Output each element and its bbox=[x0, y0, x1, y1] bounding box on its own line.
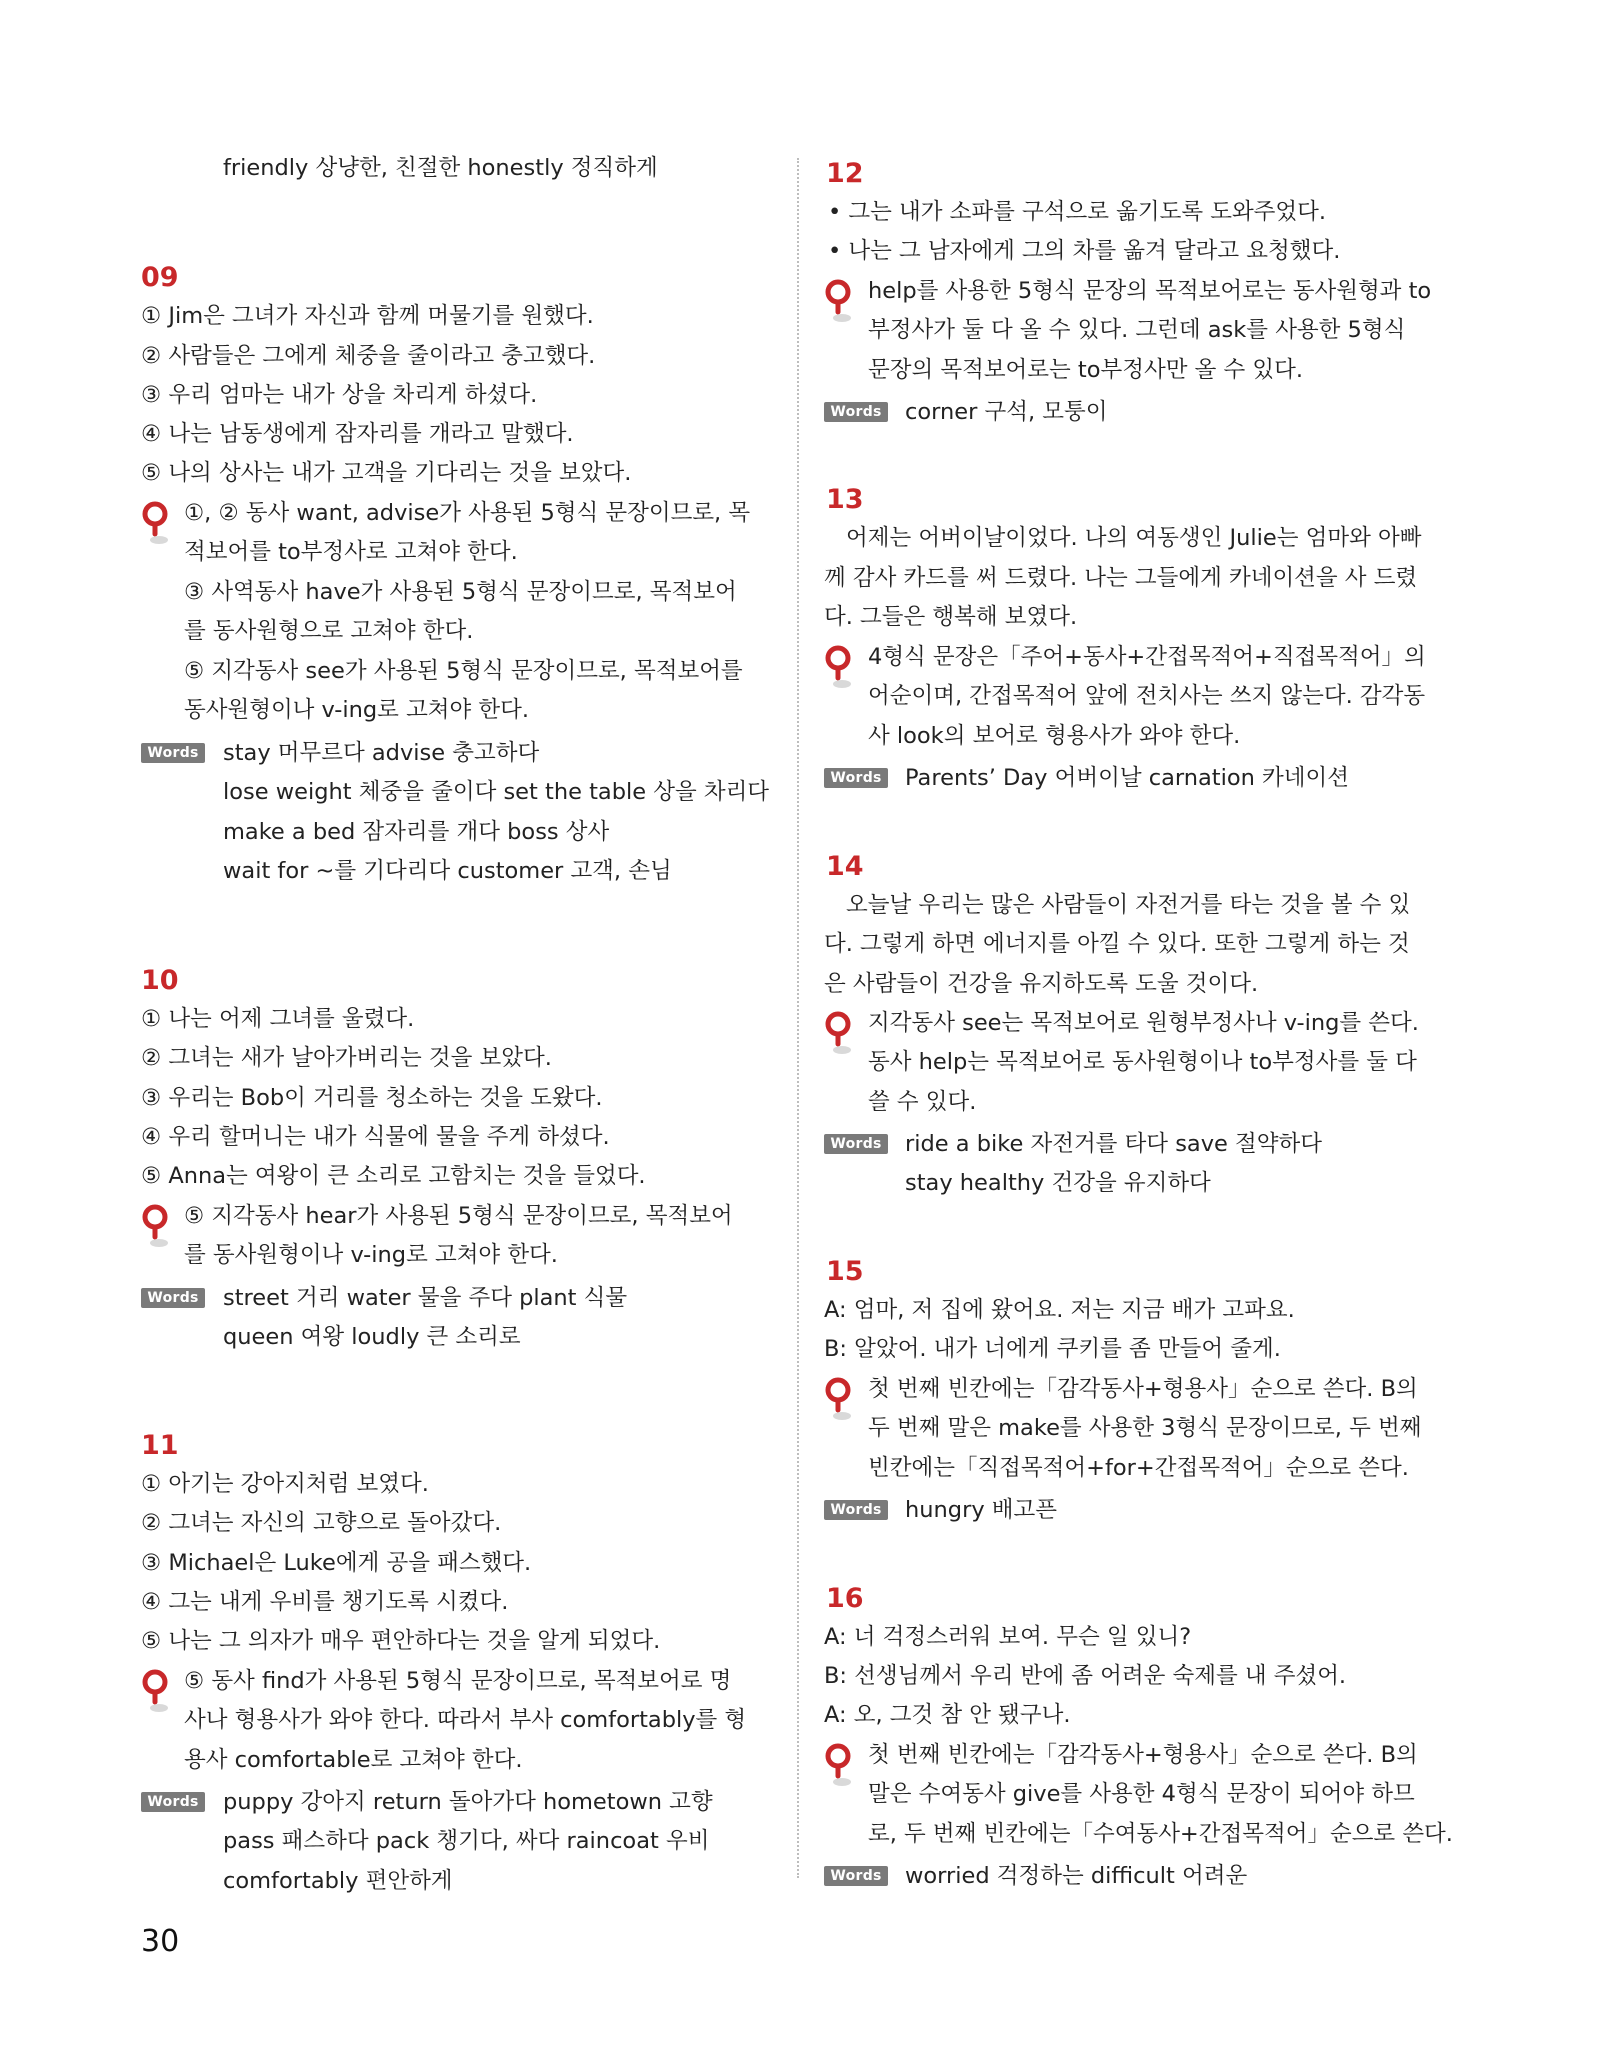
q11-words-line: pass 패스하다 pack 챙기다, 싸다 raincoat 우비 bbox=[223, 1828, 710, 1854]
words-badge: Words bbox=[824, 768, 888, 788]
words-badge: Words bbox=[141, 743, 205, 763]
q15-hint-line: 첫 번째 빈칸에는「감각동사+형용사」순으로 쓴다. B의 bbox=[868, 1376, 1418, 1402]
hint-magnifier-icon bbox=[141, 1203, 175, 1249]
q12-hint-line: 부정사가 둘 다 올 수 있다. 그런데 ask를 사용한 5형식 bbox=[868, 317, 1406, 343]
q12-hint-line: 문장의 목적보어로는 to부정사만 올 수 있다. bbox=[868, 357, 1303, 383]
q14-words-line: ride a bike 자전거를 타다 save 절약하다 bbox=[905, 1131, 1322, 1157]
q09-item: ② 사람들은 그에게 체중을 줄이라고 충고했다. bbox=[141, 343, 596, 369]
q12-item: • 나는 그 남자에게 그의 차를 옮겨 달라고 요청했다. bbox=[828, 238, 1341, 264]
q15-hint-line: 두 번째 말은 make를 사용한 3형식 문장이므로, 두 번째 bbox=[868, 1415, 1422, 1441]
question-number-15: 15 bbox=[826, 1256, 864, 1287]
question-number-10: 10 bbox=[141, 965, 179, 996]
q12-words-line: corner 구석, 모퉁이 bbox=[905, 399, 1108, 425]
q16-dialog-line: A: 너 걱정스러워 보여. 무슨 일 있니? bbox=[824, 1624, 1192, 1650]
q10-item: ③ 우리는 Bob이 거리를 청소하는 것을 도왔다. bbox=[141, 1085, 603, 1111]
q13-text-line: 께 감사 카드를 써 드렸다. 나는 그들에게 카네이션을 사 드렸 bbox=[824, 565, 1418, 591]
q09-item: ④ 나는 남동생에게 잠자리를 개라고 말했다. bbox=[141, 421, 574, 447]
intro-words: friendly 상냥한, 친절한 honestly 정직하게 bbox=[223, 155, 658, 181]
q14-text-line: 오늘날 우리는 많은 사람들이 자전거를 타는 것을 볼 수 있 bbox=[846, 892, 1411, 918]
q11-words-line: comfortably 편안하게 bbox=[223, 1868, 453, 1894]
q10-item: ⑤ Anna는 여왕이 큰 소리로 고함치는 것을 들었다. bbox=[141, 1163, 646, 1189]
hint-magnifier-icon bbox=[824, 1010, 858, 1056]
q11-item: ② 그녀는 자신의 고향으로 돌아갔다. bbox=[141, 1510, 502, 1536]
q09-item: ⑤ 나의 상사는 내가 고객을 기다리는 것을 보았다. bbox=[141, 460, 632, 486]
q14-hint-line: 동사 help는 목적보어로 동사원형이나 to부정사를 둘 다 bbox=[868, 1049, 1417, 1075]
q11-item: ③ Michael은 Luke에게 공을 패스했다. bbox=[141, 1550, 532, 1576]
words-badge: Words bbox=[824, 1134, 888, 1154]
hint-magnifier-icon bbox=[824, 278, 858, 324]
words-badge: Words bbox=[141, 1792, 205, 1812]
words-badge: Words bbox=[824, 1500, 888, 1520]
q11-words-line: puppy 강아지 return 돌아가다 hometown 고향 bbox=[223, 1789, 713, 1815]
hint-magnifier-icon bbox=[141, 1668, 175, 1714]
q13-hint-line: 4형식 문장은「주어+동사+간접목적어+직접목적어」의 bbox=[868, 644, 1426, 670]
hint-magnifier-icon bbox=[824, 1742, 858, 1788]
q10-item: ④ 우리 할머니는 내가 식물에 물을 주게 하셨다. bbox=[141, 1124, 610, 1150]
q11-hint-line: 사나 형용사가 와야 한다. 따라서 부사 comfortably를 형 bbox=[184, 1707, 747, 1733]
q16-dialog-line: B: 선생님께서 우리 반에 좀 어려운 숙제를 내 주셨어. bbox=[824, 1663, 1347, 1689]
page-number: 30 bbox=[141, 1924, 180, 1959]
words-badge: Words bbox=[824, 402, 888, 422]
q11-item: ⑤ 나는 그 의자가 매우 편안하다는 것을 알게 되었다. bbox=[141, 1628, 661, 1654]
q14-text-line: 다. 그렇게 하면 에너지를 아낄 수 있다. 또한 그렇게 하는 것 bbox=[824, 931, 1410, 957]
q09-words-line: make a bed 잠자리를 개다 boss 상사 bbox=[223, 819, 610, 845]
q11-item: ① 아기는 강아지처럼 보였다. bbox=[141, 1471, 429, 1497]
q09-hint-line: ⑤ 지각동사 see가 사용된 5형식 문장이므로, 목적보어를 bbox=[184, 658, 743, 684]
q13-text-line: 어제는 어버이날이었다. 나의 여동생인 Julie는 엄마와 아빠 bbox=[846, 525, 1422, 551]
question-number-09: 09 bbox=[141, 262, 179, 293]
words-badge: Words bbox=[141, 1288, 205, 1308]
q12-hint-line: help를 사용한 5형식 문장의 목적보어로는 동사원형과 to bbox=[868, 278, 1432, 304]
q16-hint-line: 말은 수여동사 give를 사용한 4형식 문장이 되어야 하므 bbox=[868, 1781, 1415, 1807]
q12-item: • 그는 내가 소파를 구석으로 옮기도록 도와주었다. bbox=[828, 199, 1327, 225]
q16-hint-line: 로, 두 번째 빈칸에는「수여동사+간접목적어」순으로 쓴다. bbox=[868, 1821, 1453, 1847]
q14-words-line: stay healthy 건강을 유지하다 bbox=[905, 1170, 1211, 1196]
hint-magnifier-icon bbox=[824, 1376, 858, 1422]
column-divider bbox=[797, 158, 799, 1878]
q09-words-line: wait for ~를 기다리다 customer 고객, 손님 bbox=[223, 858, 672, 884]
q15-hint-line: 빈칸에는「직접목적어+for+간접목적어」순으로 쓴다. bbox=[868, 1455, 1409, 1481]
q16-dialog-line: A: 오, 그것 참 안 됐구나. bbox=[824, 1702, 1071, 1728]
q14-hint-line: 쓸 수 있다. bbox=[868, 1089, 977, 1115]
q09-item: ③ 우리 엄마는 내가 상을 차리게 하셨다. bbox=[141, 382, 538, 408]
q16-words-line: worried 걱정하는 difficult 어려운 bbox=[905, 1863, 1248, 1889]
q10-hint-line: ⑤ 지각동사 hear가 사용된 5형식 문장이므로, 목적보어 bbox=[184, 1203, 733, 1229]
question-number-14: 14 bbox=[826, 851, 864, 882]
q09-hint-line: 적보어를 to부정사로 고쳐야 한다. bbox=[184, 539, 518, 565]
q16-hint-line: 첫 번째 빈칸에는「감각동사+형용사」순으로 쓴다. B의 bbox=[868, 1742, 1418, 1768]
words-badge: Words bbox=[824, 1866, 888, 1886]
q13-words-line: Parents’ Day 어버이날 carnation 카네이션 bbox=[905, 765, 1349, 791]
q13-text-line: 다. 그들은 행복해 보였다. bbox=[824, 604, 1078, 630]
q10-words-line: street 거리 water 물을 주다 plant 식물 bbox=[223, 1285, 628, 1311]
q10-item: ② 그녀는 새가 날아가버리는 것을 보았다. bbox=[141, 1045, 552, 1071]
q09-words-line: stay 머무르다 advise 충고하다 bbox=[223, 740, 540, 766]
q11-item: ④ 그는 내게 우비를 챙기도록 시켰다. bbox=[141, 1589, 509, 1615]
q11-hint-line: ⑤ 동사 find가 사용된 5형식 문장이므로, 목적보어로 명 bbox=[184, 1668, 732, 1694]
q09-hint-line: 동사원형이나 v-ing로 고쳐야 한다. bbox=[184, 697, 530, 723]
question-number-11: 11 bbox=[141, 1430, 179, 1461]
q09-hint-line: ③ 사역동사 have가 사용된 5형식 문장이므로, 목적보어 bbox=[184, 579, 737, 605]
q13-hint-line: 사 look의 보어로 형용사가 와야 한다. bbox=[868, 723, 1241, 749]
question-number-12: 12 bbox=[826, 158, 864, 189]
q11-hint-line: 용사 comfortable로 고쳐야 한다. bbox=[184, 1747, 523, 1773]
q15-dialog-line: B: 알았어. 내가 너에게 쿠키를 좀 만들어 줄게. bbox=[824, 1336, 1281, 1362]
q14-text-line: 은 사람들이 건강을 유지하도록 도울 것이다. bbox=[824, 971, 1259, 997]
q15-dialog-line: A: 엄마, 저 집에 왔어요. 저는 지금 배가 고파요. bbox=[824, 1297, 1295, 1323]
q13-hint-line: 어순이며, 간접목적어 앞에 전치사는 쓰지 않는다. 감각동 bbox=[868, 683, 1426, 709]
q09-hint-line: ①, ② 동사 want, advise가 사용된 5형식 문장이므로, 목 bbox=[184, 500, 751, 526]
q09-hint-line: 를 동사원형으로 고쳐야 한다. bbox=[184, 618, 474, 644]
hint-magnifier-icon bbox=[141, 500, 175, 546]
question-number-13: 13 bbox=[826, 484, 864, 515]
q10-hint-line: 를 동사원형이나 v-ing로 고쳐야 한다. bbox=[184, 1242, 558, 1268]
q09-words-line: lose weight 체중을 줄이다 set the table 상을 차리다 bbox=[223, 779, 770, 805]
hint-magnifier-icon bbox=[824, 644, 858, 690]
question-number-16: 16 bbox=[826, 1583, 864, 1614]
q09-item: ① Jim은 그녀가 자신과 함께 머물기를 원했다. bbox=[141, 303, 594, 329]
q10-item: ① 나는 어제 그녀를 울렸다. bbox=[141, 1006, 415, 1032]
q10-words-line: queen 여왕 loudly 큰 소리로 bbox=[223, 1324, 521, 1350]
q15-words-line: hungry 배고픈 bbox=[905, 1497, 1057, 1523]
q14-hint-line: 지각동사 see는 목적보어로 원형부정사나 v-ing를 쓴다. bbox=[868, 1010, 1419, 1036]
